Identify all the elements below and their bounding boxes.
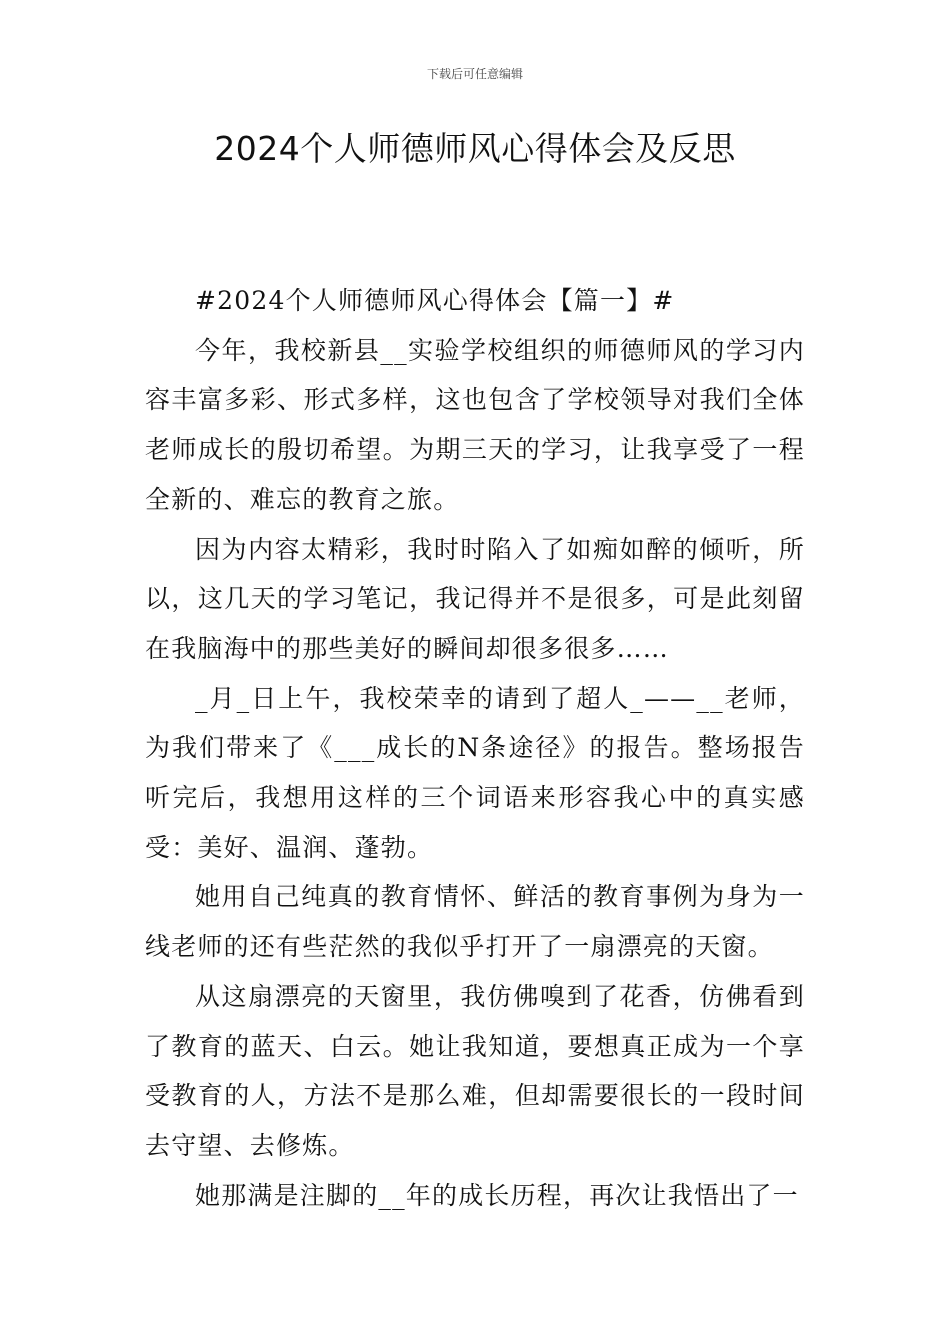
paragraph: 从这扇漂亮的天窗里，我仿佛嗅到了花香，仿佛看到了教育的蓝天、白云。她让我知道，要想真正成为一个享受教育的人，方法不是那么难，但却需要很长的一段时间去守望、去修炼。 [145, 981, 805, 1160]
header-note: 下载后可任意编辑 [426, 67, 523, 81]
paragraph: 她那满是注脚的__年的成长历程，再次让我悟出了一 [195, 1180, 799, 1210]
document-body [145, 276, 805, 1220]
paragraph: 她用自己纯真的教育情怀、鲜活的教育事例为身为一线老师的还有些茫然的我似乎打开了一扇漂亮的天窗。 [145, 882, 805, 962]
paragraph: _月_日上午，我校荣幸的请到了超人_——__老师，为我们带来了《___成长的N条途径》的报告。整场报告听完后，我想用这样的三个词语来形容我心中的真实感受：美好、温润、蓬勃。 [145, 683, 805, 862]
document-title: 2024个人师德师风心得体会及反思 [214, 129, 736, 168]
section-heading: #2024个人师德师风心得体会【篇一】# [195, 286, 675, 315]
paragraph: 因为内容太精彩，我时时陷入了如痴如醉的倾听，所以，这几天的学习笔记，我记得并不是很多，可是此刻留在我脑海中的那些美好的瞬间却很多很多…… [145, 534, 805, 663]
paragraph: 今年，我校新县__实验学校组织的师德师风的学习内容丰富多彩、形式多样，这也包含了学校领导对我们全体老师成长的殷切希望。为期三天的学习，让我享受了一程全新的、难忘的教育之旅。 [145, 335, 805, 514]
